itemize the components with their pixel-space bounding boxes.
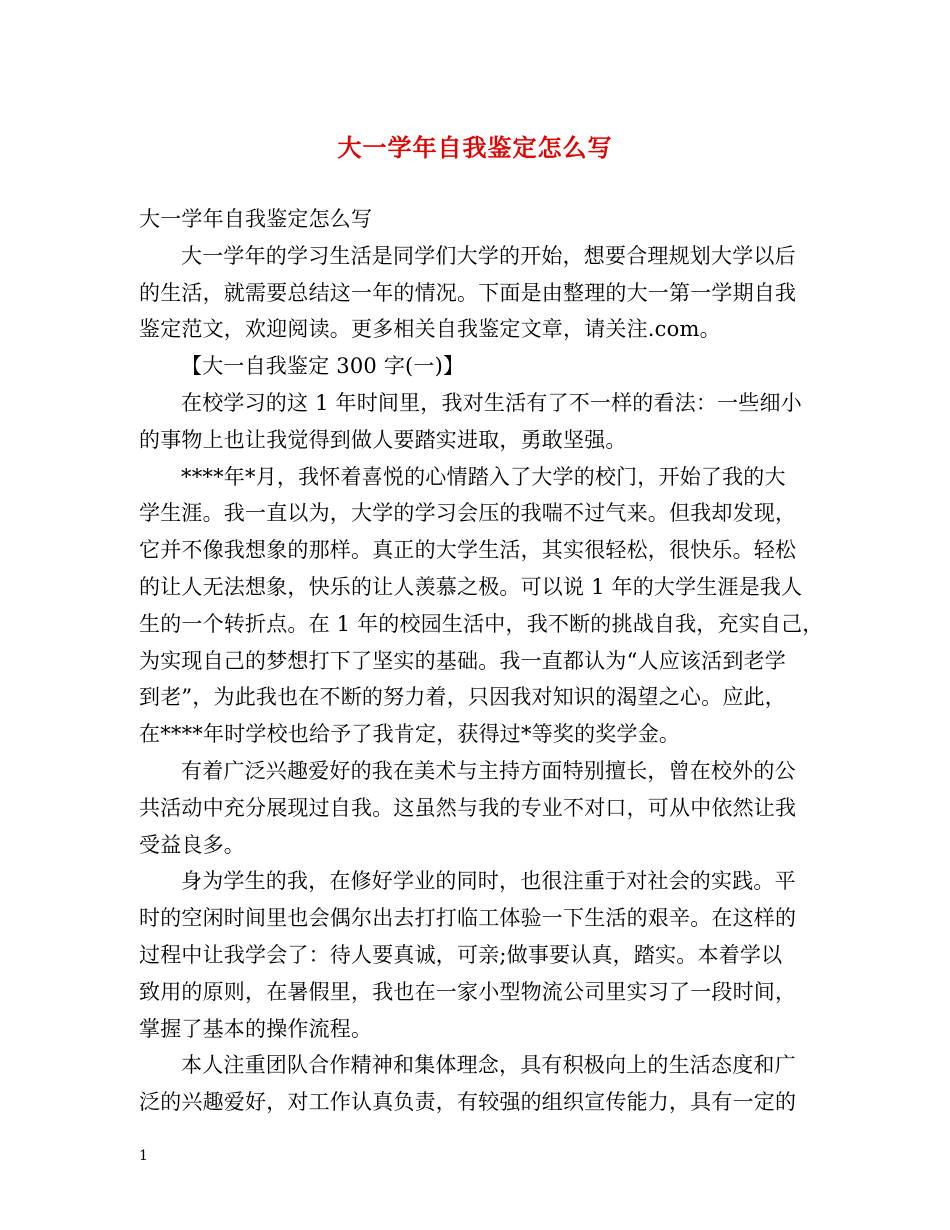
body-line: 共活动中充分展现过自我。这虽然与我的专业不对口，可从中依然让我 — [139, 795, 797, 820]
body-line: 大一学年自我鉴定怎么写 — [139, 207, 373, 231]
body-line: 为实现自己的梦想打下了坚实的基础。我一直都认为“人应该活到老学 — [139, 648, 786, 673]
body-line: 鉴定范文，欢迎阅读。更多相关自我鉴定文章，请关注.com。 — [139, 317, 721, 342]
body-line: 它并不像我想象的那样。真正的大学生活，其实很轻松，很快乐。轻松 — [139, 538, 797, 563]
body-line: 本人注重团队合作精神和集体理念，具有积极向上的生活态度和广 — [181, 1053, 796, 1078]
body-line: ****年*月，我怀着喜悦的心情踏入了大学的校门，开始了我的大 — [181, 464, 786, 489]
body-line: 过程中让我学会了：待人要真诚，可亲;做事要认真，踏实。本着学以 — [139, 942, 783, 967]
body-line: 在****年时学校也给予了我肯定，获得过*等奖的奖学金。 — [139, 722, 681, 747]
body-line: 有着广泛兴趣爱好的我在美术与主持方面特别擅长，曾在校外的公 — [181, 758, 796, 783]
body-line: 到老”，为此我也在不断的努力着，只因我对知识的渴望之心。应此， — [139, 685, 786, 710]
body-line: 掌握了基本的操作流程。 — [139, 1016, 373, 1041]
body-line: 时的空闲时间里也会偶尔出去打打临工体验一下生活的艰辛。在这样的 — [139, 906, 797, 931]
body-line: 受益良多。 — [139, 832, 245, 857]
body-line: 泛的兴趣爱好，对工作认真负责，有较强的组织宣传能力，具有一定的 — [139, 1090, 797, 1115]
body-line: 学生涯。我一直以为，大学的学习会压的我喘不过气来。但我却发现， — [139, 501, 797, 526]
body-line: 大一学年的学习生活是同学们大学的开始，想要合理规划大学以后 — [181, 243, 796, 268]
body-line: 身为学生的我，在修好学业的同时，也很注重于对社会的实践。平 — [181, 869, 796, 894]
body-line: 致用的原则，在暑假里，我也在一家小型物流公司里实习了一段时间， — [139, 979, 797, 1004]
body-line: 在校学习的这 1 年时间里，我对生活有了不一样的看法：一些细小 — [181, 390, 802, 415]
body-line: 的事物上也让我觉得到做人要踏实进取，勇敢坚强。 — [139, 427, 627, 452]
page-number: 1 — [139, 1148, 148, 1164]
body-line: 的让人无法想象，快乐的让人羡慕之极。可以说 1 年的大学生涯是我人 — [139, 574, 803, 599]
section-heading: 【大一自我鉴定 300 字(一)】 — [181, 354, 465, 379]
body-line: 的生活，就需要总结这一年的情况。下面是由整理的大一第一学期自我 — [139, 280, 797, 305]
document-body — [139, 201, 824, 1121]
body-line: 生的一个转折点。在 1 年的校园生活中，我不断的挑战自我，充实自己， — [139, 611, 824, 636]
document-title: 大一学年自我鉴定怎么写 — [337, 133, 613, 162]
